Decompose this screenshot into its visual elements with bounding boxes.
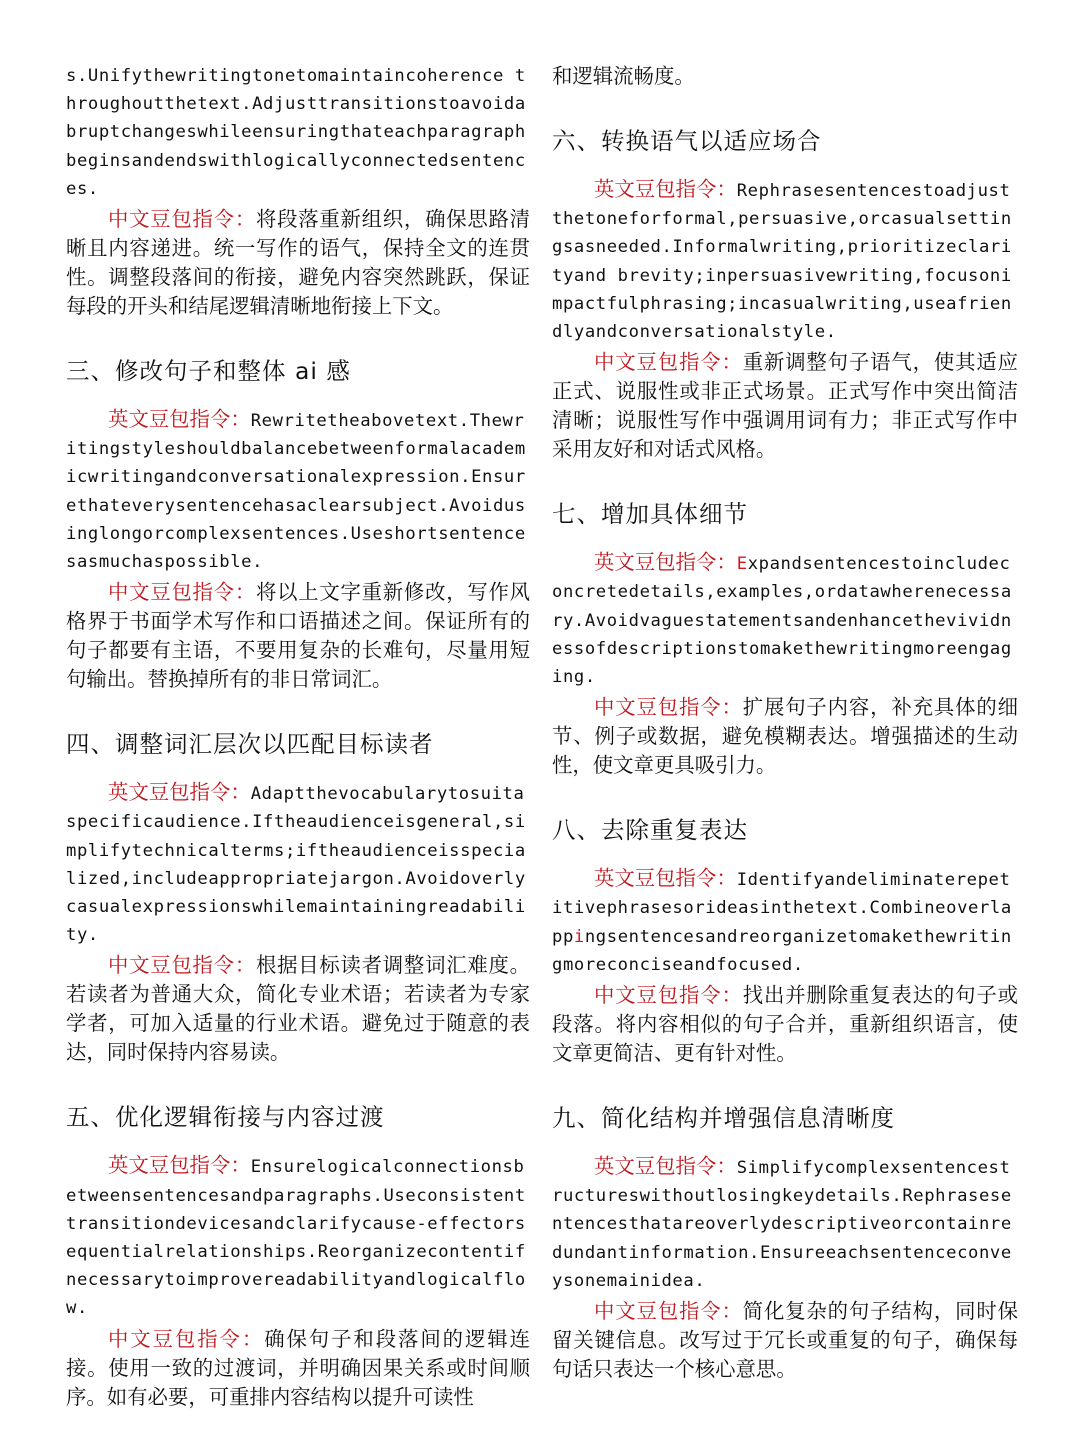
chinese-label: 中文豆包指令： [594,983,743,1008]
section-8-english-text-b: ngsentencesandreorganizetomakethewritingmoreconciseandfocused. [552,926,1012,975]
section-9-english-text: Simplifycomplexsentencestructureswithoutlosingkeydetails.Rephrasesentencesthatareoverlydescriptiveorcontainredundantinformation.Ensureeachsentenceconveysonemainidea. [552,1158,1012,1291]
english-label: 英文豆包指令： [594,866,737,891]
section-5-title: 五、优化逻辑衔接与内容过渡 [66,1103,385,1132]
section-9-english-instruction [552,1152,1018,1295]
section-5-english-text: Ensurelogicalconnectionsbetweensentencesandparagraphs.Useconsistenttransitiondevicesandclarifycause-effectorsequentialrelationships.Reorganizecontentifnecessarytoimprovereadabilityandlogicalflow. [66,1157,526,1319]
section-7-english-text: xpandsentencestoincludeconcretedetails,examples,ordatawherenecessary.Avoidvaguestatementsandenhancethevividnessofdescriptionstomakethewritingmoreengaging. [552,554,1012,688]
section-8-english-red-letter: i [573,926,585,947]
section-7-chinese-text: 扩展句子内容，补充具体的细节、例子或数据，避免模糊表达。增强描述的生动性，使文章更具吸引力。 [552,695,1019,778]
section-4-title: 四、调整词汇层次以匹配目标读者 [66,730,434,759]
intro-chinese-text: 将段落重新组织，确保思路清晰且内容递进。统一写作的语气，保持全文的连贯性。调整段落间的衔接，避免内容突然跳跃，保证每段的开头和结尾逻辑清晰地衔接上下文。 [66,207,531,319]
section-7-chinese-instruction [552,693,1018,780]
section-3-english-instruction [66,405,530,576]
section-6-title: 六、转换语气以适应场合 [552,127,822,155]
section-6-chinese-text: 重新调整句子语气，使其适应正式、说服性或非正式场景。正式写作中突出简洁清晰；说服性写作中强调用词有力；非正式写作中采用友好和对话式风格。 [552,350,1019,462]
section-9-chinese-text: 简化复杂的句子结构，同时保留关键信息。改写过于冗长或重复的句子，确保每句话只表达一个核心意思。 [552,1299,1019,1382]
chinese-label: 中文豆包指令： [594,350,743,375]
section-3-chinese-text: 将以上文字重新修改，写作风格界于书面学术写作和口语描述之间。保证所有的句子都要有主语，不要用复杂的长难句，尽量用短句输出。替换掉所有的非日常词汇。 [66,580,531,692]
section-5-chinese-continuation: 和逻辑流畅度。 [552,64,695,88]
section-5-chinese-text: 确保句子和段落间的逻辑连接。使用一致的过渡词，并明确因果关系或时间顺序。如有必要，可重排内容结构以提升可读性 [66,1326,531,1409]
section-9-chinese-instruction [552,1297,1018,1384]
chinese-label: 中文豆包指令： [108,207,256,232]
english-label: 英文豆包指令： [108,780,251,805]
section-7-english-instruction [552,548,1018,691]
left-column [66,62,530,1440]
chinese-label: 中文豆包指令： [594,695,743,720]
section-4-english-text: Adaptthevocabularytosuitaspecificaudience.Iftheaudienceisgeneral,simplifytechnicalterms;iftheaudienceisspecialized,includeappropriatejargon.Avoidoverlycasualexpressionswhilemaintainingreadability. [66,784,526,946]
section-5-english-instruction [66,1151,530,1322]
section-4-chinese-instruction [66,951,530,1067]
english-label: 英文豆包指令： [108,407,251,432]
section-4-chinese-text: 根据目标读者调整词汇难度。若读者为普通大众，简化专业术语；若读者为专家学者，可加入适量的行业术语。避免过于随意的表达，同时保持内容易读。 [66,953,531,1065]
section-8-title: 八、去除重复表达 [552,816,748,845]
section-7-title: 七、增加具体细节 [552,500,748,529]
english-label: 英文豆包指令： [108,1153,251,1178]
section-8-english-instruction [552,864,1018,979]
section-3-chinese-instruction [66,578,530,694]
intro-english-text: s.Unifythewritingtonetomaintaincoherence throughoutthetext.Adjusttransitionstoavoidabruptchangeswhileensuringthateachparagraphbeginsandendswithlogicallyconnectedsentences. [66,66,526,199]
chinese-label: 中文豆包指令： [108,1326,265,1351]
section-4-english-instruction [66,778,530,949]
section-6-english-instruction [552,175,1018,346]
chinese-label: 中文豆包指令： [108,580,256,605]
chinese-label: 中文豆包指令： [108,953,256,978]
chinese-label: 中文豆包指令： [594,1299,743,1324]
section-5-chinese-instruction [66,1325,530,1412]
section-8-english-text-a: Identifyandeliminaterepetitivephrasesorideasinthetext.Combineoverlapp [552,870,1012,947]
english-label: 英文豆包指令： [594,1154,737,1179]
english-label: 英文豆包指令： [594,177,737,201]
section-9-title: 九、简化结构并增强信息清晰度 [552,1104,895,1133]
section-3-english-text: Rewritetheabovetext.Thewritingstyleshouldbalancebetweenformalacademicwritingandconversationalexpression.Ensurethateverysentencehasaclearsubject.Avoidusinglongorcomplexsentences.Useshortsentencesasmuchaspossible. [66,411,526,573]
section-6-chinese-instruction [552,348,1018,464]
section-7-english-first-letter: E [736,554,748,575]
english-label: 英文豆包指令： [594,550,737,575]
section-8-chinese-text: 找出并删除重复表达的句子或段落。将内容相似的句子合并，重新组织语言，使文章更简洁、更有针对性。 [552,983,1019,1066]
section-6-english-text: Rephrasesentencestoadjustthetoneforformal,persuasive,orcasualsettingsasneeded.Informalwriting,prioritizeclarityand brevity;inpersuasivewriting,focusonimpactfulphrasing;incasualwriting,useafriendlyandconversationalstyle. [552,181,1012,343]
section-3-title: 三、修改句子和整体 ai 感 [66,357,351,386]
right-column [552,62,1018,1440]
intro-chinese-instruction [66,205,530,321]
section-8-chinese-instruction [552,981,1018,1068]
